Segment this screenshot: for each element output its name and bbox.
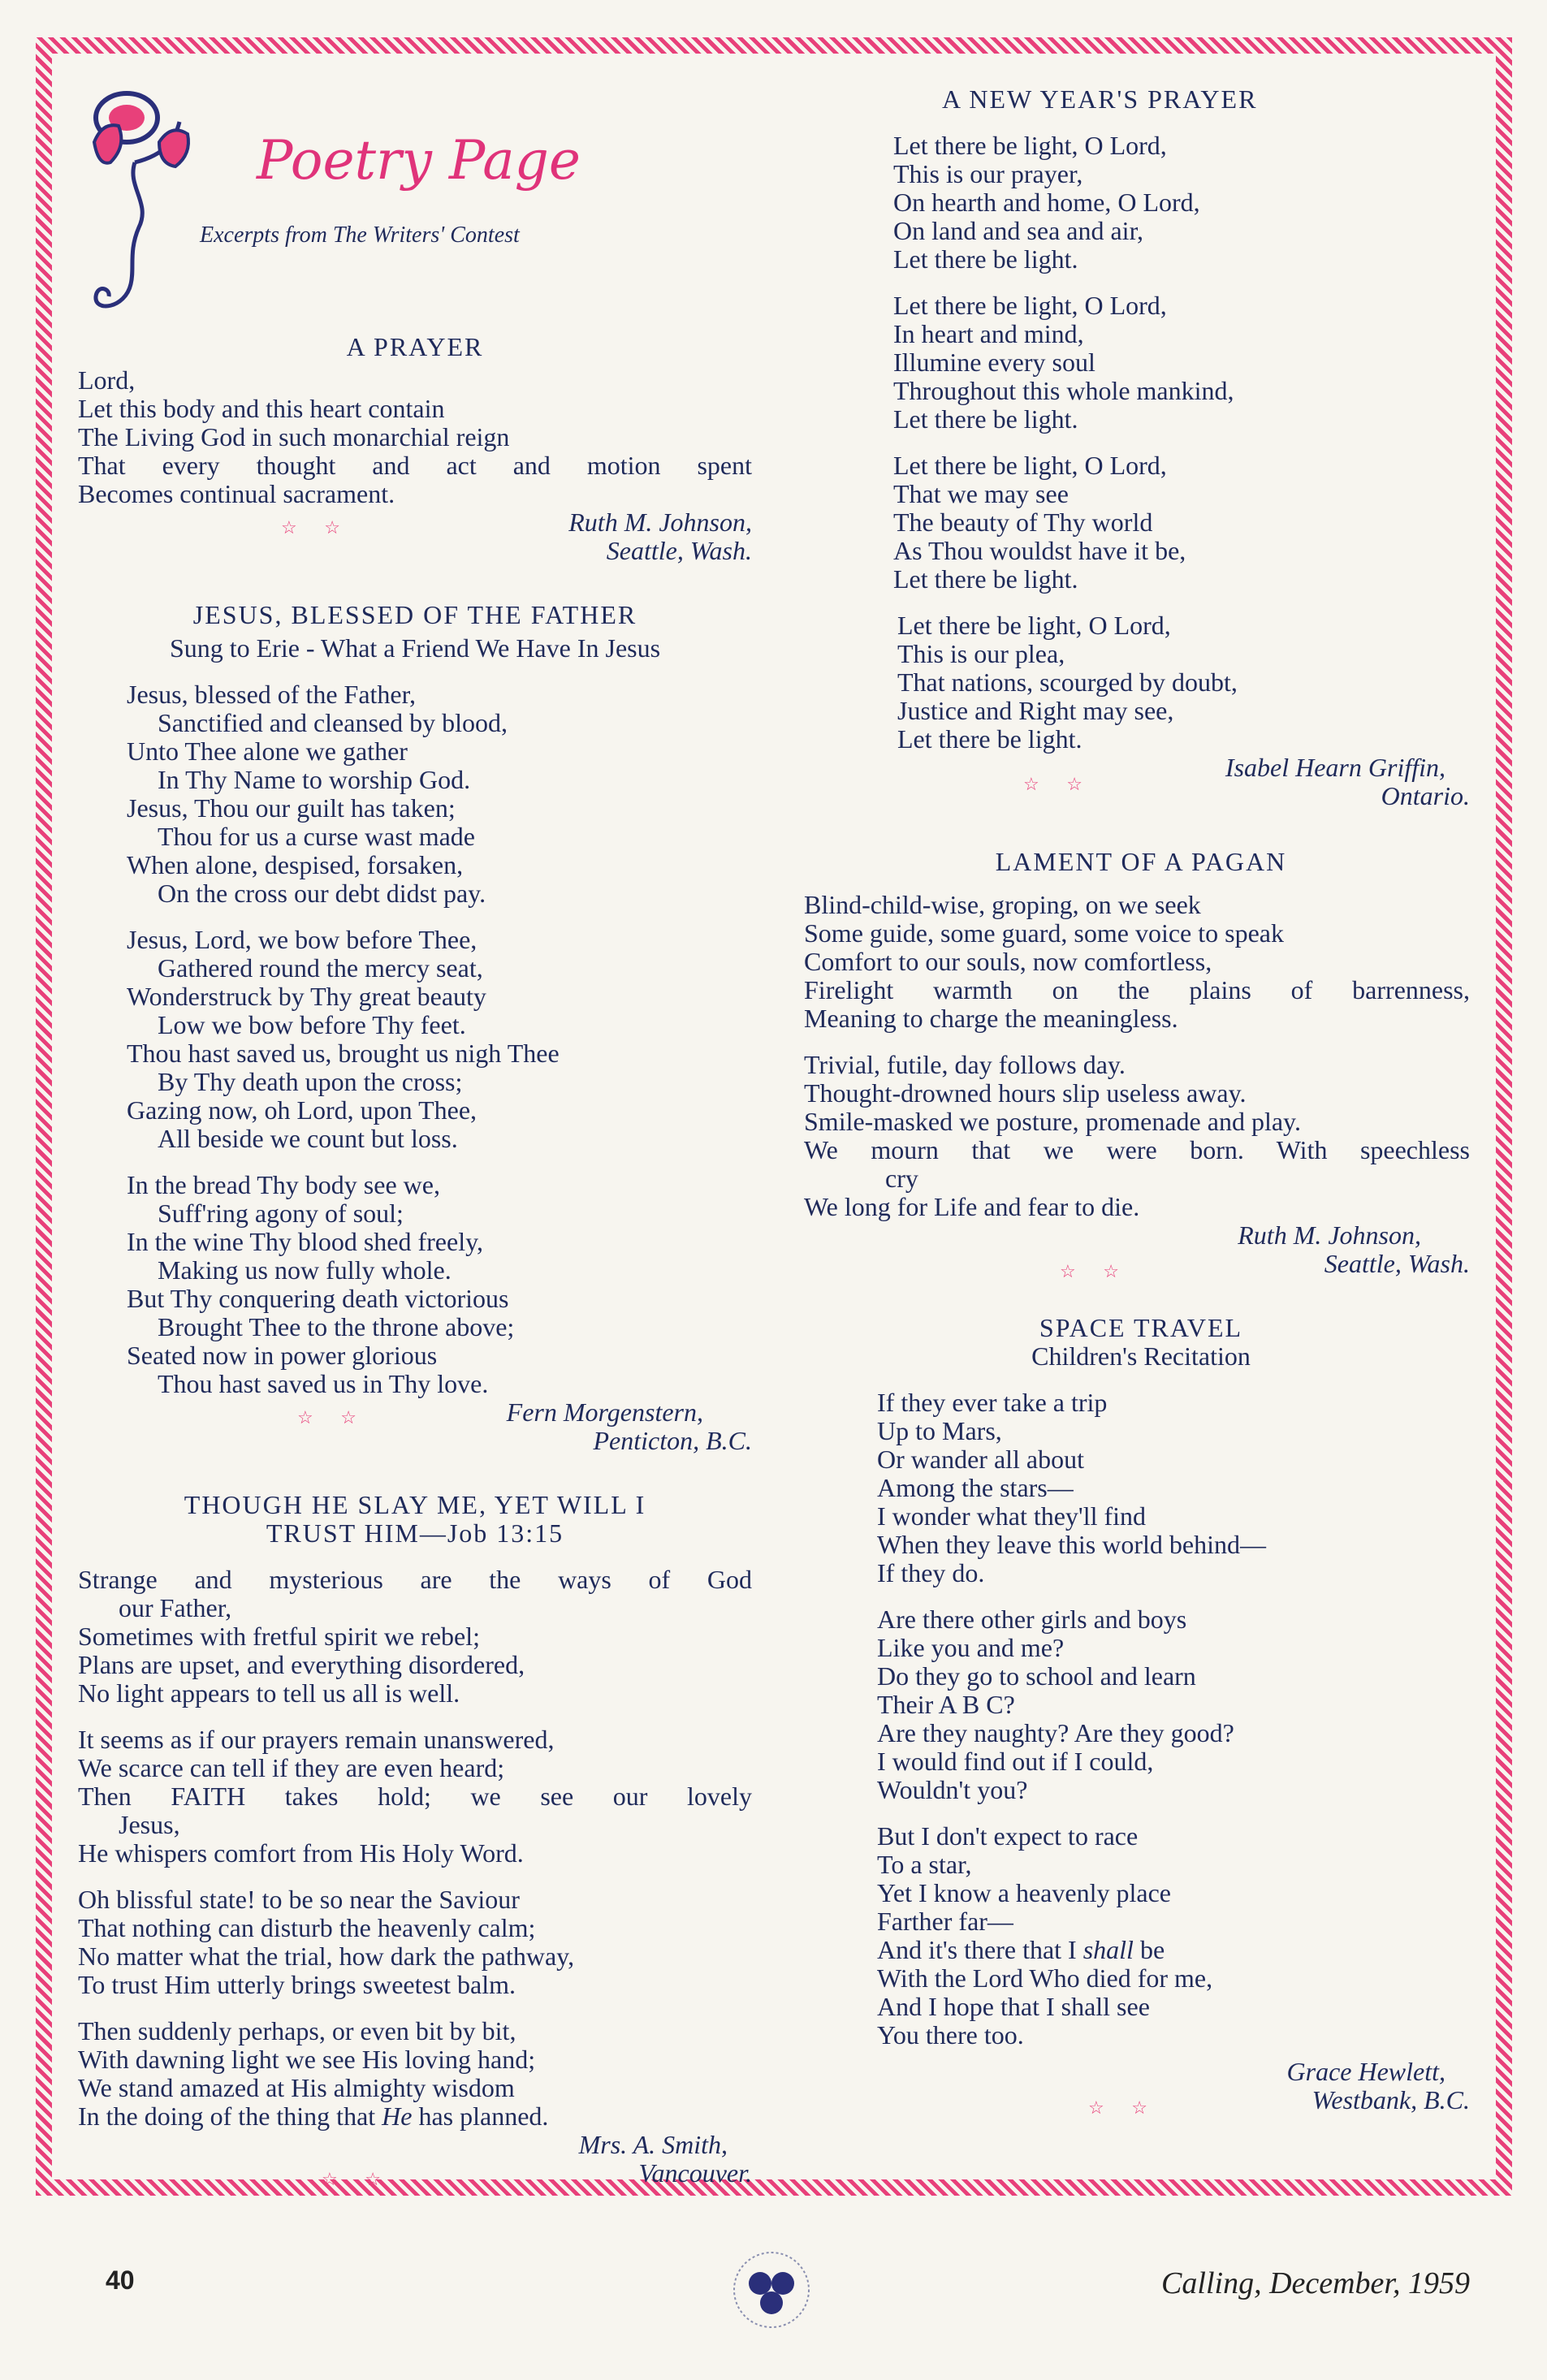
author-place: Vancouver. [638, 2158, 752, 2188]
poem-line: Thou for us a curse wast made [158, 822, 475, 851]
poem-space-travel [804, 1313, 1470, 2118]
poem-line: Thou hast saved us, brought us nigh Thee [127, 1039, 560, 1068]
poem-subtitle: Sung to Erie - What a Friend We Have In Jesus [169, 633, 661, 663]
poem-title: SPACE TRAVEL [1039, 1313, 1243, 1342]
poem-signature [78, 2131, 752, 2188]
poem-subtitle: Children's Recitation [1031, 1341, 1251, 1371]
poem-line: Let there be light. [897, 724, 1082, 754]
poem-line: In heart and mind, [893, 319, 1084, 348]
page-number: 40 [106, 2266, 135, 2295]
poem-line: Let there be light. [893, 564, 1078, 594]
poem-line: But I don't expect to race [877, 1821, 1139, 1851]
poem-stanza [78, 1885, 752, 1999]
poem-line: Let there be light, O Lord, [893, 451, 1167, 480]
author-name: Ruth M. Johnson, [1238, 1220, 1421, 1250]
poem-line: Farther far— [877, 1907, 1013, 1936]
poem-stanza [804, 1605, 1470, 1804]
author-name: Grace Hewlett, [1286, 2057, 1445, 2086]
poem-line: Jesus, Thou our guilt has taken; [127, 793, 456, 823]
poem-line: This is our plea, [897, 639, 1065, 668]
poem-line: Trivial, futile, day follows day. [804, 1050, 1126, 1079]
poem-line: And I hope that I shall see [877, 1992, 1150, 2021]
poem-line: This is our prayer, [893, 159, 1083, 188]
printer-logo-icon [731, 2249, 812, 2330]
poem-line: Gazing now, oh Lord, upon Thee, [127, 1095, 477, 1125]
poem-line: Lord, [78, 365, 136, 395]
poem-stanza [78, 1566, 752, 1708]
poem-line: You there too. [877, 2020, 1024, 2050]
poem-stanza [78, 1726, 752, 1868]
poem-line: Let there be light, O Lord, [893, 131, 1167, 160]
poem-line-emphasis: shall [1082, 1935, 1134, 1964]
page-subtitle: Excerpts from The Writers' Contest [200, 222, 520, 248]
poem-line: We mourn that we were born. With speechless [804, 1135, 1470, 1164]
poem-line: No matter what the trial, how dark the pathway, [78, 1942, 575, 1971]
poem-line: I wonder what they'll find [877, 1501, 1147, 1531]
page-title: Poetry Page [257, 129, 581, 192]
poem-stanza [804, 1389, 1470, 1587]
author-name: Mrs. A. Smith, [578, 2130, 728, 2159]
poem-a-prayer [78, 333, 752, 565]
poem-line [78, 2102, 752, 2131]
poem-line: It seems as if our prayers remain unanswered, [78, 1725, 555, 1754]
poem-line: The Living God in such monarchial reign [78, 422, 510, 451]
poem-line: That every thought and act and motion spent [78, 451, 752, 480]
poem-line: Plans are upset, and everything disordered, [78, 1650, 525, 1679]
poem-line: Up to Mars, [877, 1416, 1002, 1445]
poem-line: Some guide, some guard, some voice to speak [804, 918, 1284, 948]
author-place: Seattle, Wash. [606, 536, 752, 565]
poem-line: cry [885, 1164, 918, 1193]
magazine-issue: Calling, December, 1959 [1161, 2266, 1470, 2300]
poem-line: Or wander all about [877, 1445, 1085, 1474]
poem-line: Let there be light, O Lord, [893, 291, 1167, 320]
poem-line: On hearth and home, O Lord, [893, 188, 1200, 217]
poem-line: Do they go to school and learn [877, 1661, 1196, 1691]
poem-line: Making us now fully whole. [158, 1255, 452, 1285]
poem-line: Justice and Right may see, [897, 696, 1174, 725]
poem-line: That we may see [893, 479, 1069, 508]
poem-line: Thought-drowned hours slip useless away. [804, 1078, 1247, 1108]
poem-line: Let there be light. [893, 244, 1078, 274]
star-ornament-icon: ☆ ☆ [1088, 2097, 1159, 2118]
poem-line: Blind-child-wise, groping, on we seek [804, 890, 1201, 919]
poem-stanza [804, 1822, 1470, 2050]
poem-title: LAMENT OF A PAGAN [995, 847, 1287, 876]
poem-stanza [78, 1171, 752, 1398]
poem-line: Are they naughty? Are they good? [877, 1718, 1234, 1747]
author-name: Ruth M. Johnson, [568, 508, 752, 537]
star-ornament-icon: ☆ ☆ [1060, 1261, 1130, 1281]
poem-line: In the wine Thy blood shed freely, [127, 1227, 483, 1256]
poem-line: All beside we count but loss. [158, 1124, 458, 1153]
poem-stanza [804, 132, 1470, 274]
poem-line: our Father, [119, 1593, 232, 1622]
poem-line: On land and sea and air, [893, 216, 1143, 245]
poem-stanza [804, 891, 1470, 1033]
poem-line: We stand amazed at His almighty wisdom [78, 2073, 515, 2102]
poem-line: To trust Him utterly brings sweetest balm. [78, 1970, 516, 1999]
poem-line: Sanctified and cleansed by blood, [158, 708, 508, 737]
poem-line: Their A B C? [877, 1690, 1015, 1719]
poem-line: He whispers comfort from His Holy Word. [78, 1838, 524, 1868]
poem-stanza [804, 1051, 1470, 1221]
poem-line: Oh blissful state! to be so near the Saviour [78, 1885, 520, 1914]
poem-line-emphasis: He [382, 2101, 413, 2131]
poem-line: We scarce can tell if they are even heard; [78, 1753, 505, 1782]
star-ornament-icon: ☆ ☆ [322, 2169, 392, 2189]
poem-line: If they ever take a trip [877, 1388, 1108, 1417]
poem-line: Meaning to charge the meaningless. [804, 1004, 1178, 1033]
poem-line: If they do. [877, 1558, 985, 1587]
poem-title: THOUGH HE SLAY ME, YET WILL I [184, 1490, 646, 1519]
poem-line: Becomes continual sacrament. [78, 479, 395, 508]
poem-line: In Thy Name to worship God. [158, 765, 471, 794]
poem-line: When they leave this world behind— [877, 1530, 1266, 1559]
poem-title: JESUS, BLESSED OF THE FATHER [192, 600, 637, 629]
left-column [78, 65, 752, 2223]
poem-line: Jesus, blessed of the Father, [127, 680, 416, 709]
poem-title: A PRAYER [346, 332, 484, 361]
poem-signature [78, 1398, 752, 1455]
poem-line: Gathered round the mercy seat, [158, 953, 483, 983]
poem-line: Comfort to our souls, now comfortless, [804, 947, 1212, 976]
poem-line: Unto Thee alone we gather [127, 736, 408, 766]
star-ornament-icon: ☆ ☆ [1023, 774, 1094, 794]
poem-stanza [804, 292, 1470, 434]
poem-line: Throughout this whole mankind, [893, 376, 1234, 405]
poem-line: The beauty of Thy world [893, 508, 1153, 537]
poem-line: Jesus, [119, 1810, 180, 1839]
poem-line: Wouldn't you? [877, 1775, 1028, 1804]
poem-line: Seated now in power glorious [127, 1341, 438, 1370]
poem-title-continued: TRUST HIM—Job 13:15 [266, 1518, 564, 1548]
poem-line-text: be [1133, 1935, 1165, 1964]
poem-line-text: has planned. [412, 2101, 549, 2131]
poem-line: On the cross our debt didst pay. [158, 879, 486, 908]
poem-line: Yet I know a heavenly place [877, 1878, 1171, 1907]
poem-signature [804, 1220, 1470, 1281]
poem-line: Jesus, Lord, we bow before Thee, [127, 925, 477, 954]
poem-line: Then FAITH takes hold; we see our lovely [78, 1782, 752, 1811]
poem-line: Smile-masked we posture, promenade and play. [804, 1107, 1301, 1136]
poem-line: Let this body and this heart contain [78, 394, 445, 423]
poem-stanza [78, 926, 752, 1153]
author-name: Fern Morgenstern, [506, 1397, 703, 1427]
poem-line: By Thy death upon the cross; [158, 1067, 463, 1096]
poem-line-text: In the doing of the thing that [78, 2101, 382, 2131]
poem-stanza [78, 366, 752, 508]
poem-signature [804, 754, 1470, 810]
poem-line: That nothing can disturb the heavenly calm; [78, 1913, 536, 1942]
poem-line: Thou hast saved us in Thy love. [158, 1369, 489, 1398]
poem-signature [78, 508, 752, 565]
poem-line: I would find out if I could, [877, 1747, 1154, 1776]
right-column [804, 85, 1470, 2150]
poem-line: Are there other girls and boys [877, 1605, 1187, 1634]
poem-line: Like you and me? [877, 1633, 1065, 1662]
poem-line: With the Lord Who died for me, [877, 1963, 1213, 1993]
poem-signature [804, 2057, 1470, 2118]
poem-line: As Thou wouldst have it be, [893, 536, 1186, 565]
author-place: Ontario. [1381, 781, 1470, 810]
poem-line: Let there be light, O Lord, [897, 611, 1171, 640]
poem-line: Suff'ring agony of soul; [158, 1199, 404, 1228]
bells-ornament-icon [78, 65, 208, 333]
poem-line: With dawning light we see His loving hand; [78, 2045, 536, 2074]
star-ornament-icon: ☆ ☆ [297, 1407, 368, 1428]
poem-line: Strange and mysterious are the ways of God [78, 1565, 752, 1594]
poem-line: Brought Thee to the throne above; [158, 1312, 515, 1341]
poem-title: A NEW YEAR'S PRAYER [942, 84, 1258, 114]
poem-line: Among the stars— [877, 1473, 1074, 1502]
poem-stanza [804, 611, 1470, 754]
poem-line-text: And it's there that I [877, 1935, 1083, 1964]
poem-line: That nations, scourged by doubt, [897, 667, 1238, 697]
poem-line: Let there be light. [893, 404, 1078, 434]
poem-line: To a star, [877, 1850, 972, 1879]
poem-stanza [78, 2017, 752, 2131]
poem-line: Illumine every soul [893, 348, 1095, 377]
poem-lament-of-a-pagan [804, 847, 1470, 1281]
author-place: Penticton, B.C. [593, 1426, 752, 1455]
poem-jesus-blessed [78, 601, 752, 1455]
poem-line: Wonderstruck by Thy great beauty [127, 982, 486, 1011]
poem-line: When alone, despised, forsaken, [127, 850, 464, 879]
poem-stanza [78, 680, 752, 908]
author-place: Westbank, B.C. [1311, 2085, 1470, 2114]
page-header [78, 65, 752, 333]
poem-line: But Thy conquering death victorious [127, 1284, 509, 1313]
poem-new-years-prayer [804, 85, 1470, 810]
poem-line: No light appears to tell us all is well. [78, 1678, 460, 1708]
author-place: Seattle, Wash. [1324, 1249, 1470, 1278]
poem-line: We long for Life and fear to die. [804, 1192, 1140, 1221]
poem-stanza [804, 451, 1470, 594]
poem-though-he-slay-me [78, 1491, 752, 2188]
poem-line: Low we bow before Thy feet. [158, 1010, 466, 1039]
poem-line: In the bread Thy body see we, [127, 1170, 440, 1199]
star-ornament-icon: ☆ ☆ [281, 517, 352, 538]
author-name: Isabel Hearn Griffin, [1225, 753, 1445, 782]
poem-line: Sometimes with fretful spirit we rebel; [78, 1622, 480, 1651]
poem-line: Firelight warmth on the plains of barrenness, [804, 975, 1470, 1004]
poem-line [877, 1936, 1470, 1964]
poem-line: Then suddenly perhaps, or even bit by bit, [78, 2016, 516, 2045]
